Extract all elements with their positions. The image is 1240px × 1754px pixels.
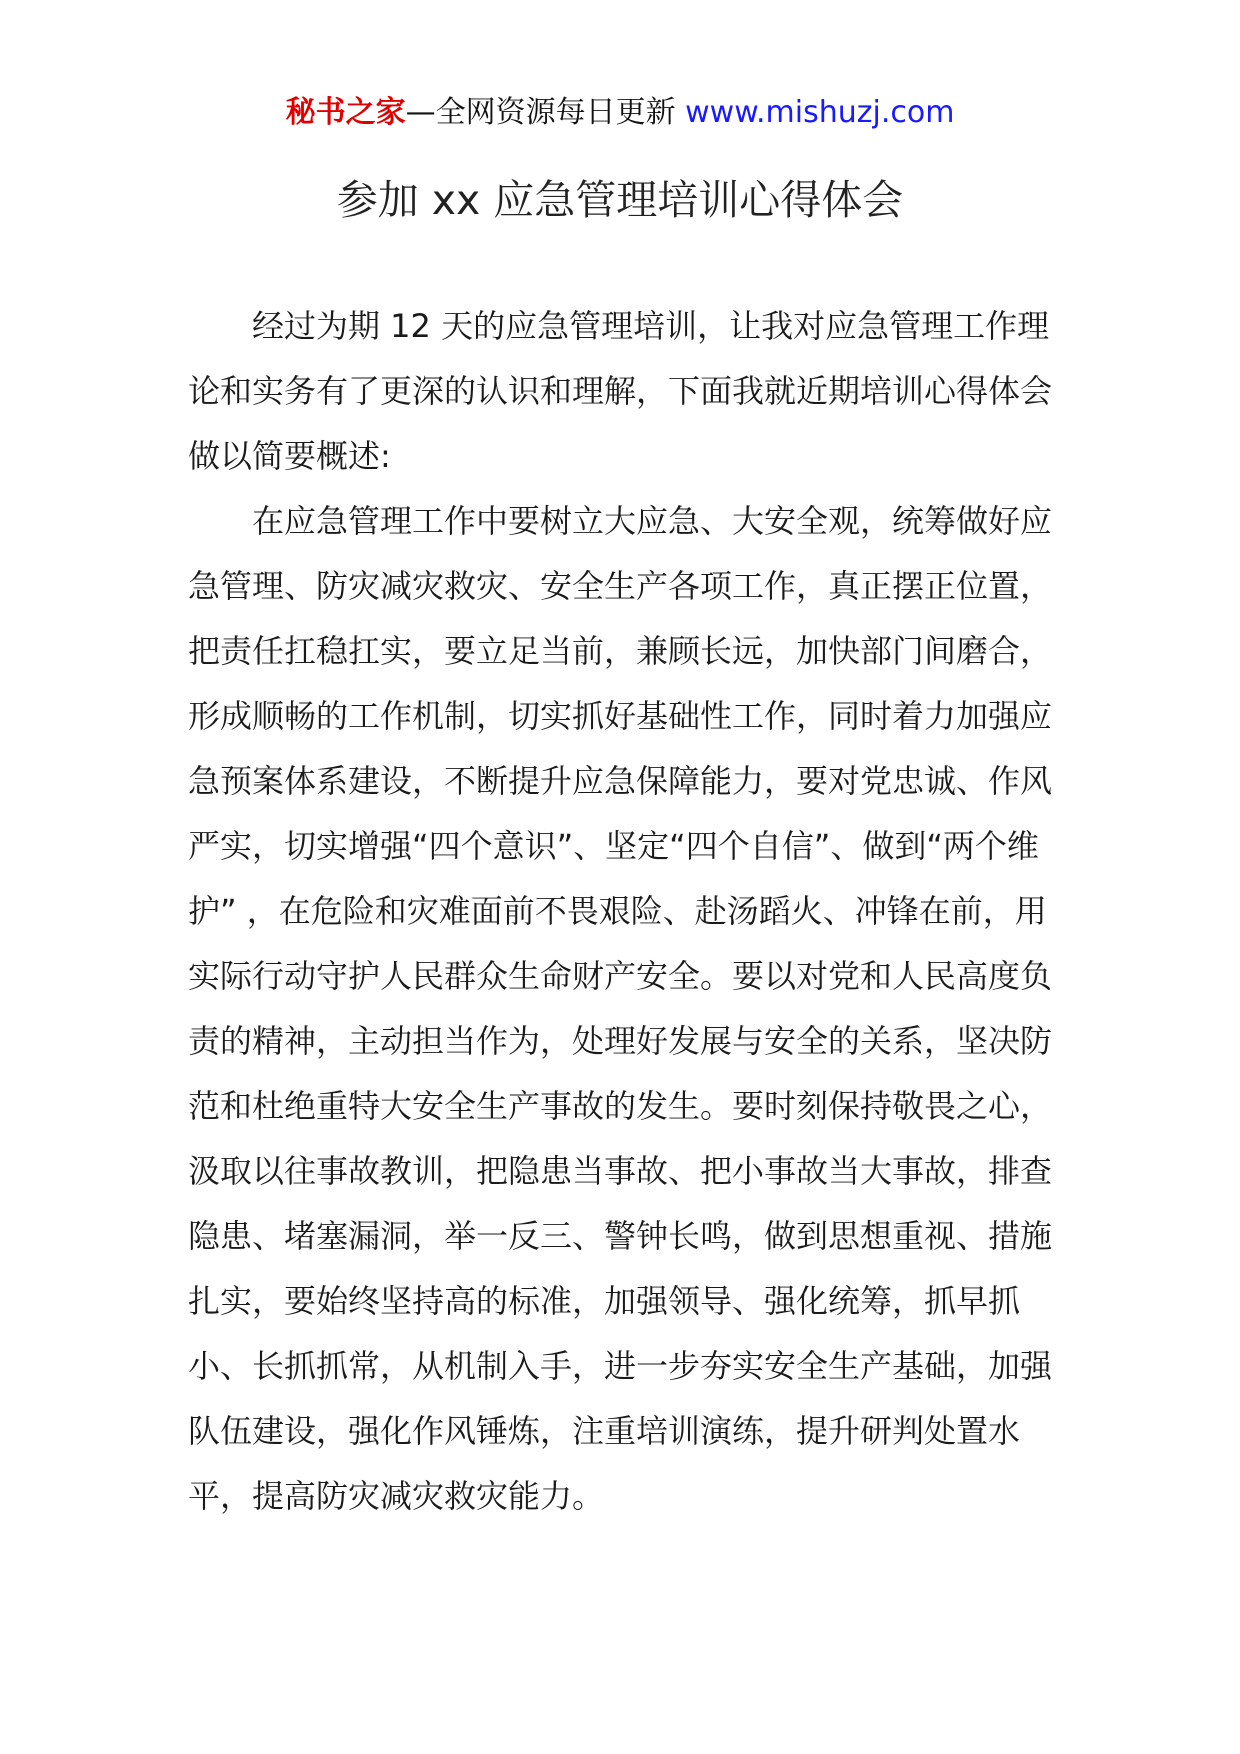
paragraph-main: 在应急管理工作中要树立大应急、大安全观，统筹做好应急管理、防灾减灾救灾、安全生产各项工作，真正摆正位置，把责任扛稳扛实，要立足当前，兼顾长远，加快部门间磨合，形成顺畅的工作机制，切实抓好基础性工作，同时着力加强应急预案体系建设，不断提升应急保障能力，要对党忠诚、作风严实，切实增强“四个意识”、坚定“四个自信”、做到“两个维护” ，在危险和灾难面前不畏艰险、赴汤蹈火、冲锋在前，用实际行动守护人民群众生命财产安全。要以对党和人民高度负责的精神，主动担当作为，处理好发展与安全的关系，坚决防范和杜绝重特大安全生产事故的发生。要时刻保持敬畏之心，汲取以往事故教训，把隐患当事故、把小事故当大事故，排查隐患、堵塞漏洞，举一反三、警钟长鸣，做到思想重视、措施扎实，要始终坚持高的标准，加强领导、强化统筹，抓早抓小、长抓抓常，从机制入手，进一步夯实安全生产基础，加强队伍建设，强化作风锤炼，注重培训演练，提升研判处置水平，提高防灾减灾救灾能力。	[188, 502, 1053, 1515]
paragraph-intro: 经过为期 12 天的应急管理培训，让我对应急管理工作理论和实务有了更深的认识和理解，下面我就近期培训心得体会做以简要概述:	[188, 307, 1053, 475]
brand-name: 秘书之家	[285, 95, 406, 130]
site-url-link[interactable]: www.mishuzj.com	[685, 95, 955, 130]
header-tagline: —全网资源每日更新	[405, 95, 686, 130]
site-header	[0, 93, 1240, 133]
document-body	[188, 294, 1068, 1529]
document-title: 参加 xx 应急管理培训心得体会	[336, 176, 904, 224]
